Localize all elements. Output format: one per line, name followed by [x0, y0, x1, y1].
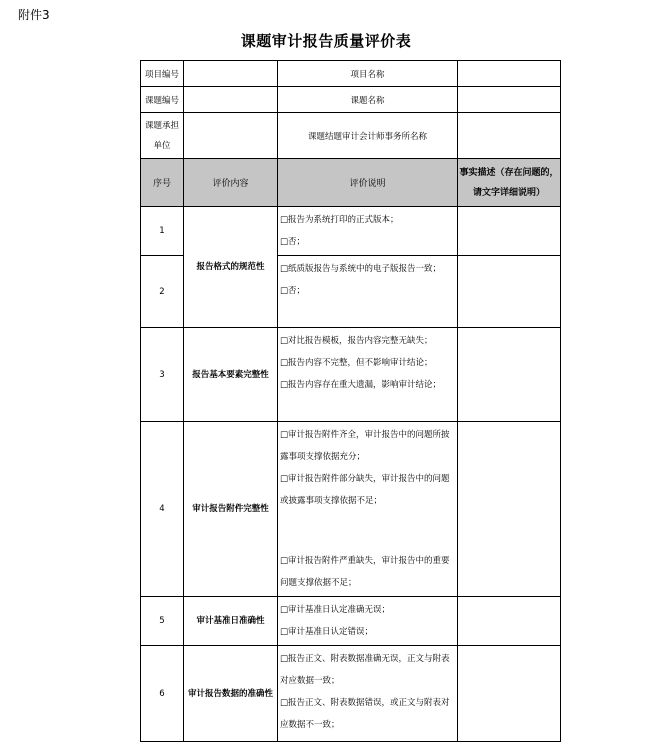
firm-name-value[interactable] — [458, 113, 561, 159]
row-facts-cell[interactable] — [458, 256, 561, 328]
option-checkbox[interactable]: □否； — [280, 286, 306, 296]
option-checkbox[interactable]: □审计基准日认定错误； — [280, 627, 374, 637]
row-options — [278, 422, 458, 597]
option-checkbox[interactable]: □纸质版报告与系统中的电子版报告一致； — [280, 264, 442, 274]
table-row — [141, 207, 561, 256]
option-checkbox[interactable]: □报告正文、附表数据准确无误，正文与附表对应数据一致； — [280, 654, 450, 686]
option-checkbox[interactable]: □否； — [280, 237, 306, 247]
header-description: 评价说明 — [278, 159, 458, 207]
row-seq: 4 — [141, 422, 184, 597]
row-facts-cell[interactable] — [458, 328, 561, 422]
row-facts-cell[interactable] — [458, 207, 561, 256]
row-options — [278, 256, 458, 328]
table-row — [141, 646, 561, 742]
header-facts: 事实描述（存在问题的，请文字详细说明） — [458, 159, 561, 207]
project-name-label: 项目名称 — [278, 61, 458, 87]
table-row — [141, 328, 561, 422]
row-seq: 3 — [141, 328, 184, 422]
project-row — [141, 61, 561, 87]
row-criterion: 报告格式的规范性 — [184, 207, 278, 328]
option-checkbox[interactable]: □对比报告模板，报告内容完整无缺失； — [280, 336, 433, 346]
row-criterion: 审计基准日准确性 — [184, 597, 278, 646]
option-checkbox[interactable]: □审计报告附件齐全，审计报告中的问题所披露事项支撑依据充分； — [280, 430, 450, 462]
row-criterion: 审计报告附件完整性 — [184, 422, 278, 597]
undertaking-unit-label: 课题承担单位 — [141, 113, 184, 159]
header-seq: 序号 — [141, 159, 184, 207]
page-title: 课题审计报告质量评价表 — [240, 32, 412, 50]
row-facts-cell[interactable] — [458, 597, 561, 646]
topic-name-value[interactable] — [458, 87, 561, 113]
header-content: 评价内容 — [184, 159, 278, 207]
row-facts-cell[interactable] — [458, 646, 561, 742]
project-no-value[interactable] — [184, 61, 278, 87]
topic-no-label: 课题编号 — [141, 87, 184, 113]
option-checkbox[interactable]: □审计报告附件部分缺失，审计报告中的问题或披露事项支撑依据不足； — [280, 474, 450, 506]
option-checkbox[interactable]: □报告正文、附表数据错误，或正文与附表对应数据不一致； — [280, 698, 450, 730]
row-criterion: 审计报告数据的准确性 — [184, 646, 278, 742]
option-checkbox[interactable]: □报告内容存在重大遗漏，影响审计结论； — [280, 380, 442, 390]
topic-name-label: 课题名称 — [278, 87, 458, 113]
table-row — [141, 597, 561, 646]
header-row — [141, 159, 561, 207]
row-options — [278, 328, 458, 422]
topic-no-value[interactable] — [184, 87, 278, 113]
row-facts-cell[interactable] — [458, 422, 561, 597]
row-criterion: 报告基本要素完整性 — [184, 328, 278, 422]
option-checkbox[interactable]: □报告为系统打印的正式版本； — [280, 215, 399, 225]
option-checkbox[interactable]: □报告内容不完整，但不影响审计结论； — [280, 358, 433, 368]
attachment-label: 附件3 — [18, 8, 50, 22]
firm-name-label: 课题结题审计会计师事务所名称 — [278, 113, 458, 159]
table-row — [141, 422, 561, 597]
topic-row — [141, 87, 561, 113]
project-no-label: 项目编号 — [141, 61, 184, 87]
unit-row — [141, 113, 561, 159]
evaluation-table — [140, 60, 561, 742]
row-seq: 5 — [141, 597, 184, 646]
option-checkbox[interactable]: □审计基准日认定准确无误； — [280, 605, 391, 615]
row-options — [278, 207, 458, 256]
row-seq: 6 — [141, 646, 184, 742]
option-checkbox[interactable]: □审计报告附件严重缺失，审计报告中的重要问题支撑依据不足； — [280, 556, 450, 588]
undertaking-unit-value[interactable] — [184, 113, 278, 159]
row-seq: 2 — [141, 256, 184, 328]
row-options — [278, 597, 458, 646]
project-name-value[interactable] — [458, 61, 561, 87]
option-spacer — [280, 512, 456, 550]
row-options — [278, 646, 458, 742]
row-seq: 1 — [141, 207, 184, 256]
